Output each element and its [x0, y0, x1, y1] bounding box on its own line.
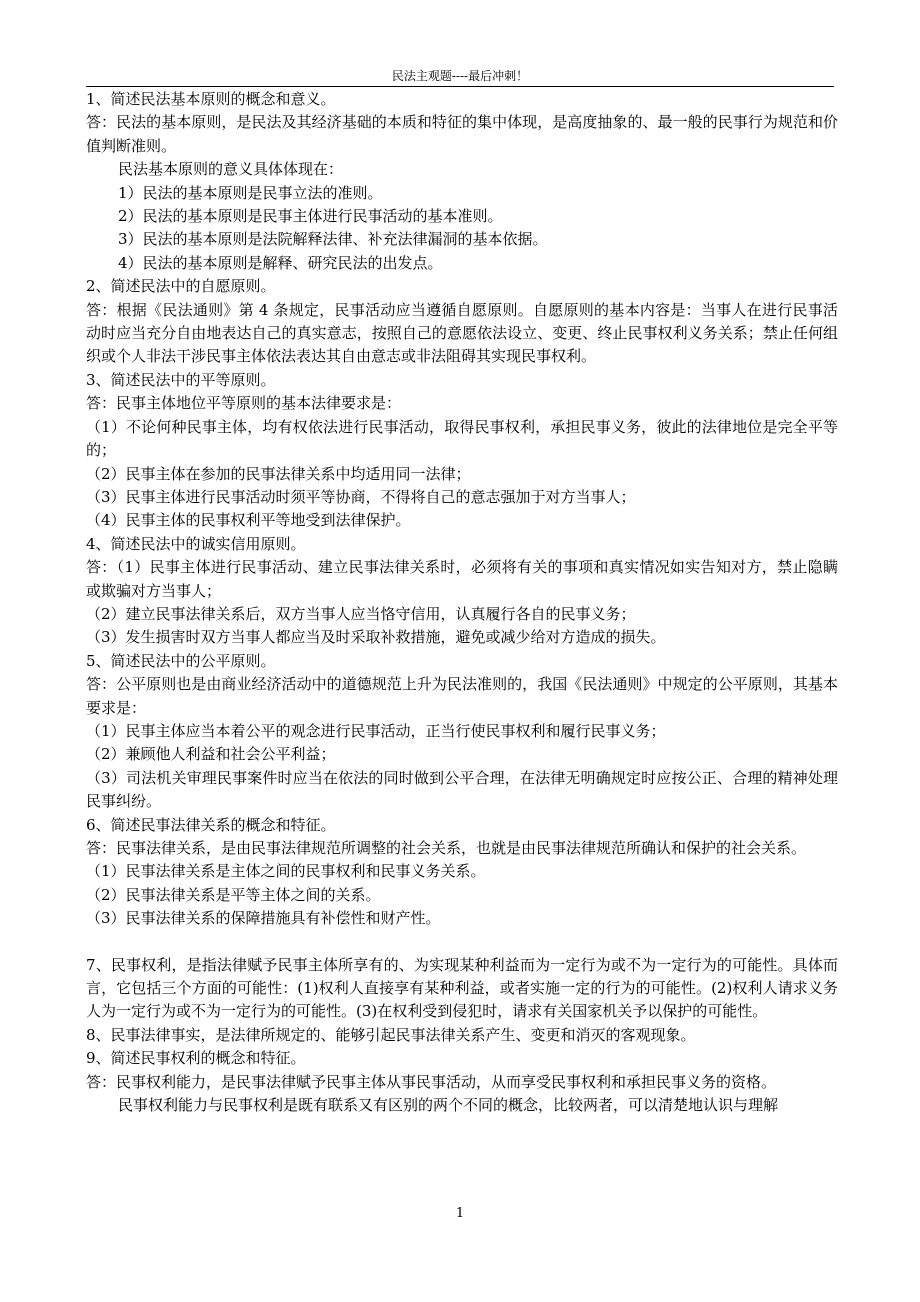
answer-paragraph: 答：民事法律关系，是由民事法律规范所调整的社会关系，也就是由民事法律规范所确认和保护的社会关系。 — [86, 839, 807, 857]
list-item: 1）民法的基本原则是民事立法的准则。 — [118, 183, 383, 202]
list-item: （1）民事主体应当本着公平的观念进行民事活动，正当行使民事权利和履行民事义务； — [86, 721, 666, 740]
answer-paragraph: 答：民事主体地位平等原则的基本法律要求是： — [86, 394, 402, 413]
list-item: （2）兼顾他人利益和社会公平利益； — [86, 745, 336, 764]
list-item: （2）民事主体在参加的民事法律关系中均适用同一法律； — [86, 464, 471, 483]
document-body — [86, 88, 838, 1117]
list-item: （2）民事法律关系是平等主体之间的关系。 — [86, 885, 381, 904]
list-item: （1）民事法律关系是主体之间的民事权利和民事义务关系。 — [86, 862, 486, 881]
list-item: （3）民事主体进行民事活动时须平等协商，不得将自己的意志强加于对方当事人； — [86, 487, 636, 506]
definition-paragraph: 7、民事权利，是指法律赋予民事主体所享有的、为实现某种利益而为一定行为或不为一定行为的可能性。具体而言，它包括三个方面的可能性：(1)权利人直接享有某种利益，或者实施一定的行为的可能性。(2)权利人请求义务人为一定行为或不为一定行为的可能性。(3)在权利受到侵犯时，请求有关国家机关予以保护的可能性。 — [86, 955, 838, 1021]
question-heading: 4、简述民法中的诚实信用原则。 — [86, 534, 306, 553]
question-heading: 1、简述民法基本原则的概念和意义。 — [86, 90, 336, 108]
list-item: 4）民法的基本原则是解释、研究民法的出发点。 — [118, 253, 443, 272]
blank-line — [86, 931, 838, 954]
page-header: 民法主观题----最后冲刺！ — [391, 69, 529, 83]
list-item: （3）司法机关审理民事案件时应当在依法的同时做到公平合理，在法律无明确规定时应按公正、合理的精神处理民事纠纷。 — [86, 768, 838, 811]
list-item: 3）民法的基本原则是法院解释法律、补充法律漏洞的基本依据。 — [118, 230, 548, 249]
list-item: （3）发生损害时双方当事人都应当及时采取补救措施，避免或减少给对方造成的损失。 — [86, 628, 666, 647]
answer-paragraph: 答：根据《民法通则》第 4 条规定，民事活动应当遵循自愿原则。自愿原则的基本内容是：当事人在进行民事活动时应当充分自由地表达自己的真实意志，按照自己的意愿依法设立、变更、终止民事权利义务关系；禁止任何组织或个人非法干涉民事主体依法表达其自由意志或非法阻碍其实现民事权利。 — [86, 300, 838, 366]
question-heading: 2、简述民法中的自愿原则。 — [86, 277, 276, 296]
answer-paragraph: 答：民法的基本原则，是民法及其经济基础的本质和特征的集中体现，是高度抽象的、最一般的民事行为规范和价值判断准则。 — [86, 113, 838, 155]
page-number: 1 — [455, 1206, 465, 1221]
list-item: （3）民事法律关系的保障措施具有补偿性和财产性。 — [86, 909, 441, 928]
paragraph: 民事权利能力与民事权利是既有联系又有区别的两个不同的概念，比较两者，可以清楚地认识与理解 — [118, 1096, 779, 1115]
definition-paragraph: 8、民事法律事实，是法律所规定的、能够引起民事法律关系产生、变更和消灭的客观现象。 — [86, 1025, 696, 1044]
list-item: 2）民法的基本原则是民事主体进行民事活动的基本准则。 — [118, 207, 503, 226]
question-heading: 6、简述民事法律关系的概念和特征。 — [86, 815, 336, 834]
paragraph: 民法基本原则的意义具体体现在： — [118, 160, 344, 179]
list-item: （2）建立民事法律关系后，双方当事人应当恪守信用，认真履行各自的民事义务； — [86, 604, 636, 623]
answer-paragraph: 答：公平原则也是由商业经济活动中的道德规范上升为民法准则的，我国《民法通则》中规定的公平原则，其基本要求是： — [86, 675, 838, 717]
list-item: （4）民事主体的民事权利平等地受到法律保护。 — [86, 511, 411, 530]
header-rule — [86, 86, 834, 87]
list-item: （1）不论何种民事主体，均有权依法进行民事活动，取得民事权利，承担民事义务，彼此的法律地位是完全平等的； — [86, 417, 838, 460]
question-heading: 5、简述民法中的公平原则。 — [86, 651, 276, 670]
answer-paragraph: 答：民事权利能力，是民事法律赋予民事主体从事民事活动，从而享受民事权利和承担民事义务的资格。 — [86, 1072, 777, 1091]
answer-paragraph: 答：（1）民事主体进行民事活动、建立民事法律关系时，必须将有关的事项和真实情况如实告知对方，禁止隐瞒或欺骗对方当事人； — [86, 558, 838, 600]
question-heading: 3、简述民法中的平等原则。 — [86, 370, 276, 389]
question-heading: 9、简述民事权利的概念和特征。 — [86, 1049, 306, 1068]
